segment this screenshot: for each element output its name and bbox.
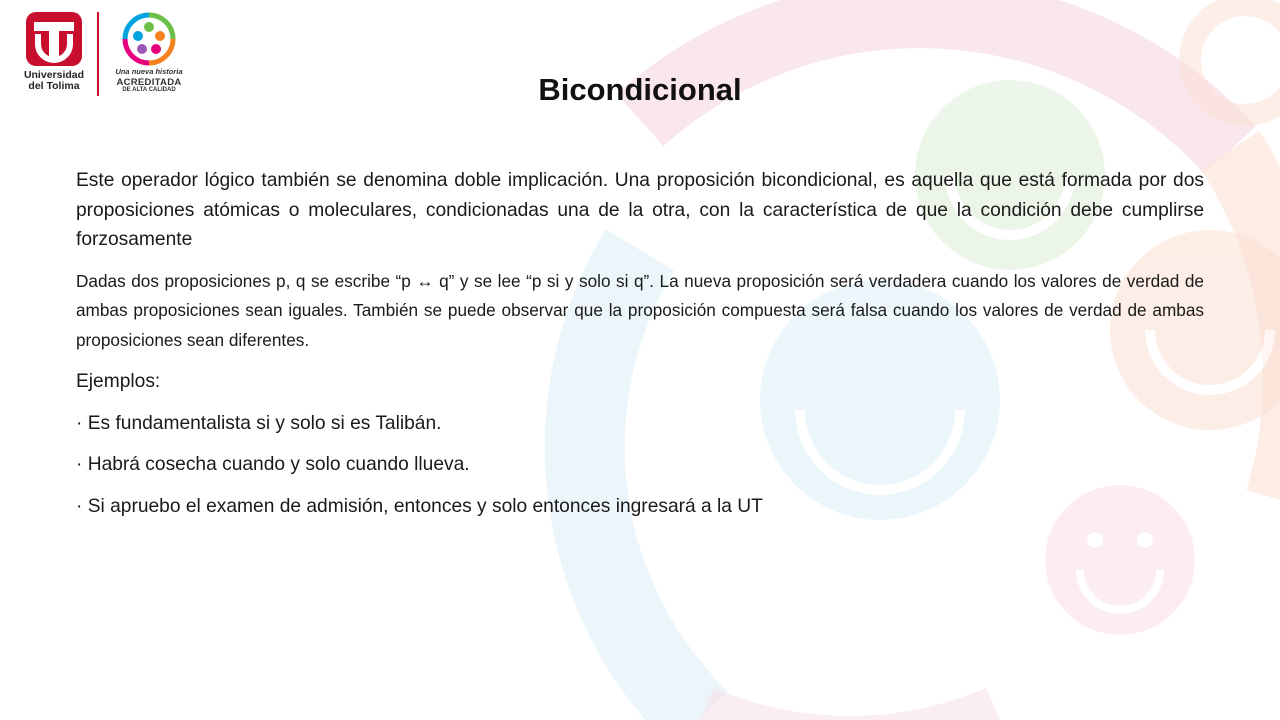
university-name-line-1: Universidad (23, 69, 85, 81)
accreditation-circle-icon (122, 12, 176, 66)
ut-shield-icon (26, 12, 82, 66)
example-item: · Es fundamentalista si y solo si es Talibán. (76, 412, 442, 434)
example-item: · Si apruebo el examen de admisión, entonces y solo entonces ingresará a la UT (76, 495, 763, 517)
university-name-line-2: del Tolima (28, 80, 80, 92)
slide-body (76, 166, 1204, 533)
examples-heading: Ejemplos: (76, 371, 161, 392)
definition-paragraph: Este operador lógico también se denomina doble implicación. Una proposición bicondicional, es aquella que está formada por dos proposiciones atómicas o moleculares, condicionadas una de la otra, con la característica de que la condición debe cumplirse forzosamente (76, 170, 1204, 250)
explanation-paragraph: Dadas dos proposiciones p, q se escribe “p ↔ q” y se lee “p si y solo si q”. La nueva proposición será verdadera cuando los valores de verdad de ambas proposiciones sean iguales. También se puede observar que la proposición compuesta será falsa cuando los valores de verdad de ambas proposiciones sean diferentes. (76, 270, 1204, 350)
accreditation-tagline: Una nueva historia (115, 67, 183, 76)
example-item: · Habrá cosecha cuando y solo cuando llueva. (76, 454, 470, 475)
accreditation-subtitle: DE ALTA CALIDAD (122, 87, 176, 93)
accreditation-title: ACREDITADA (116, 77, 182, 88)
slide-title: Bicondicional (538, 72, 742, 107)
